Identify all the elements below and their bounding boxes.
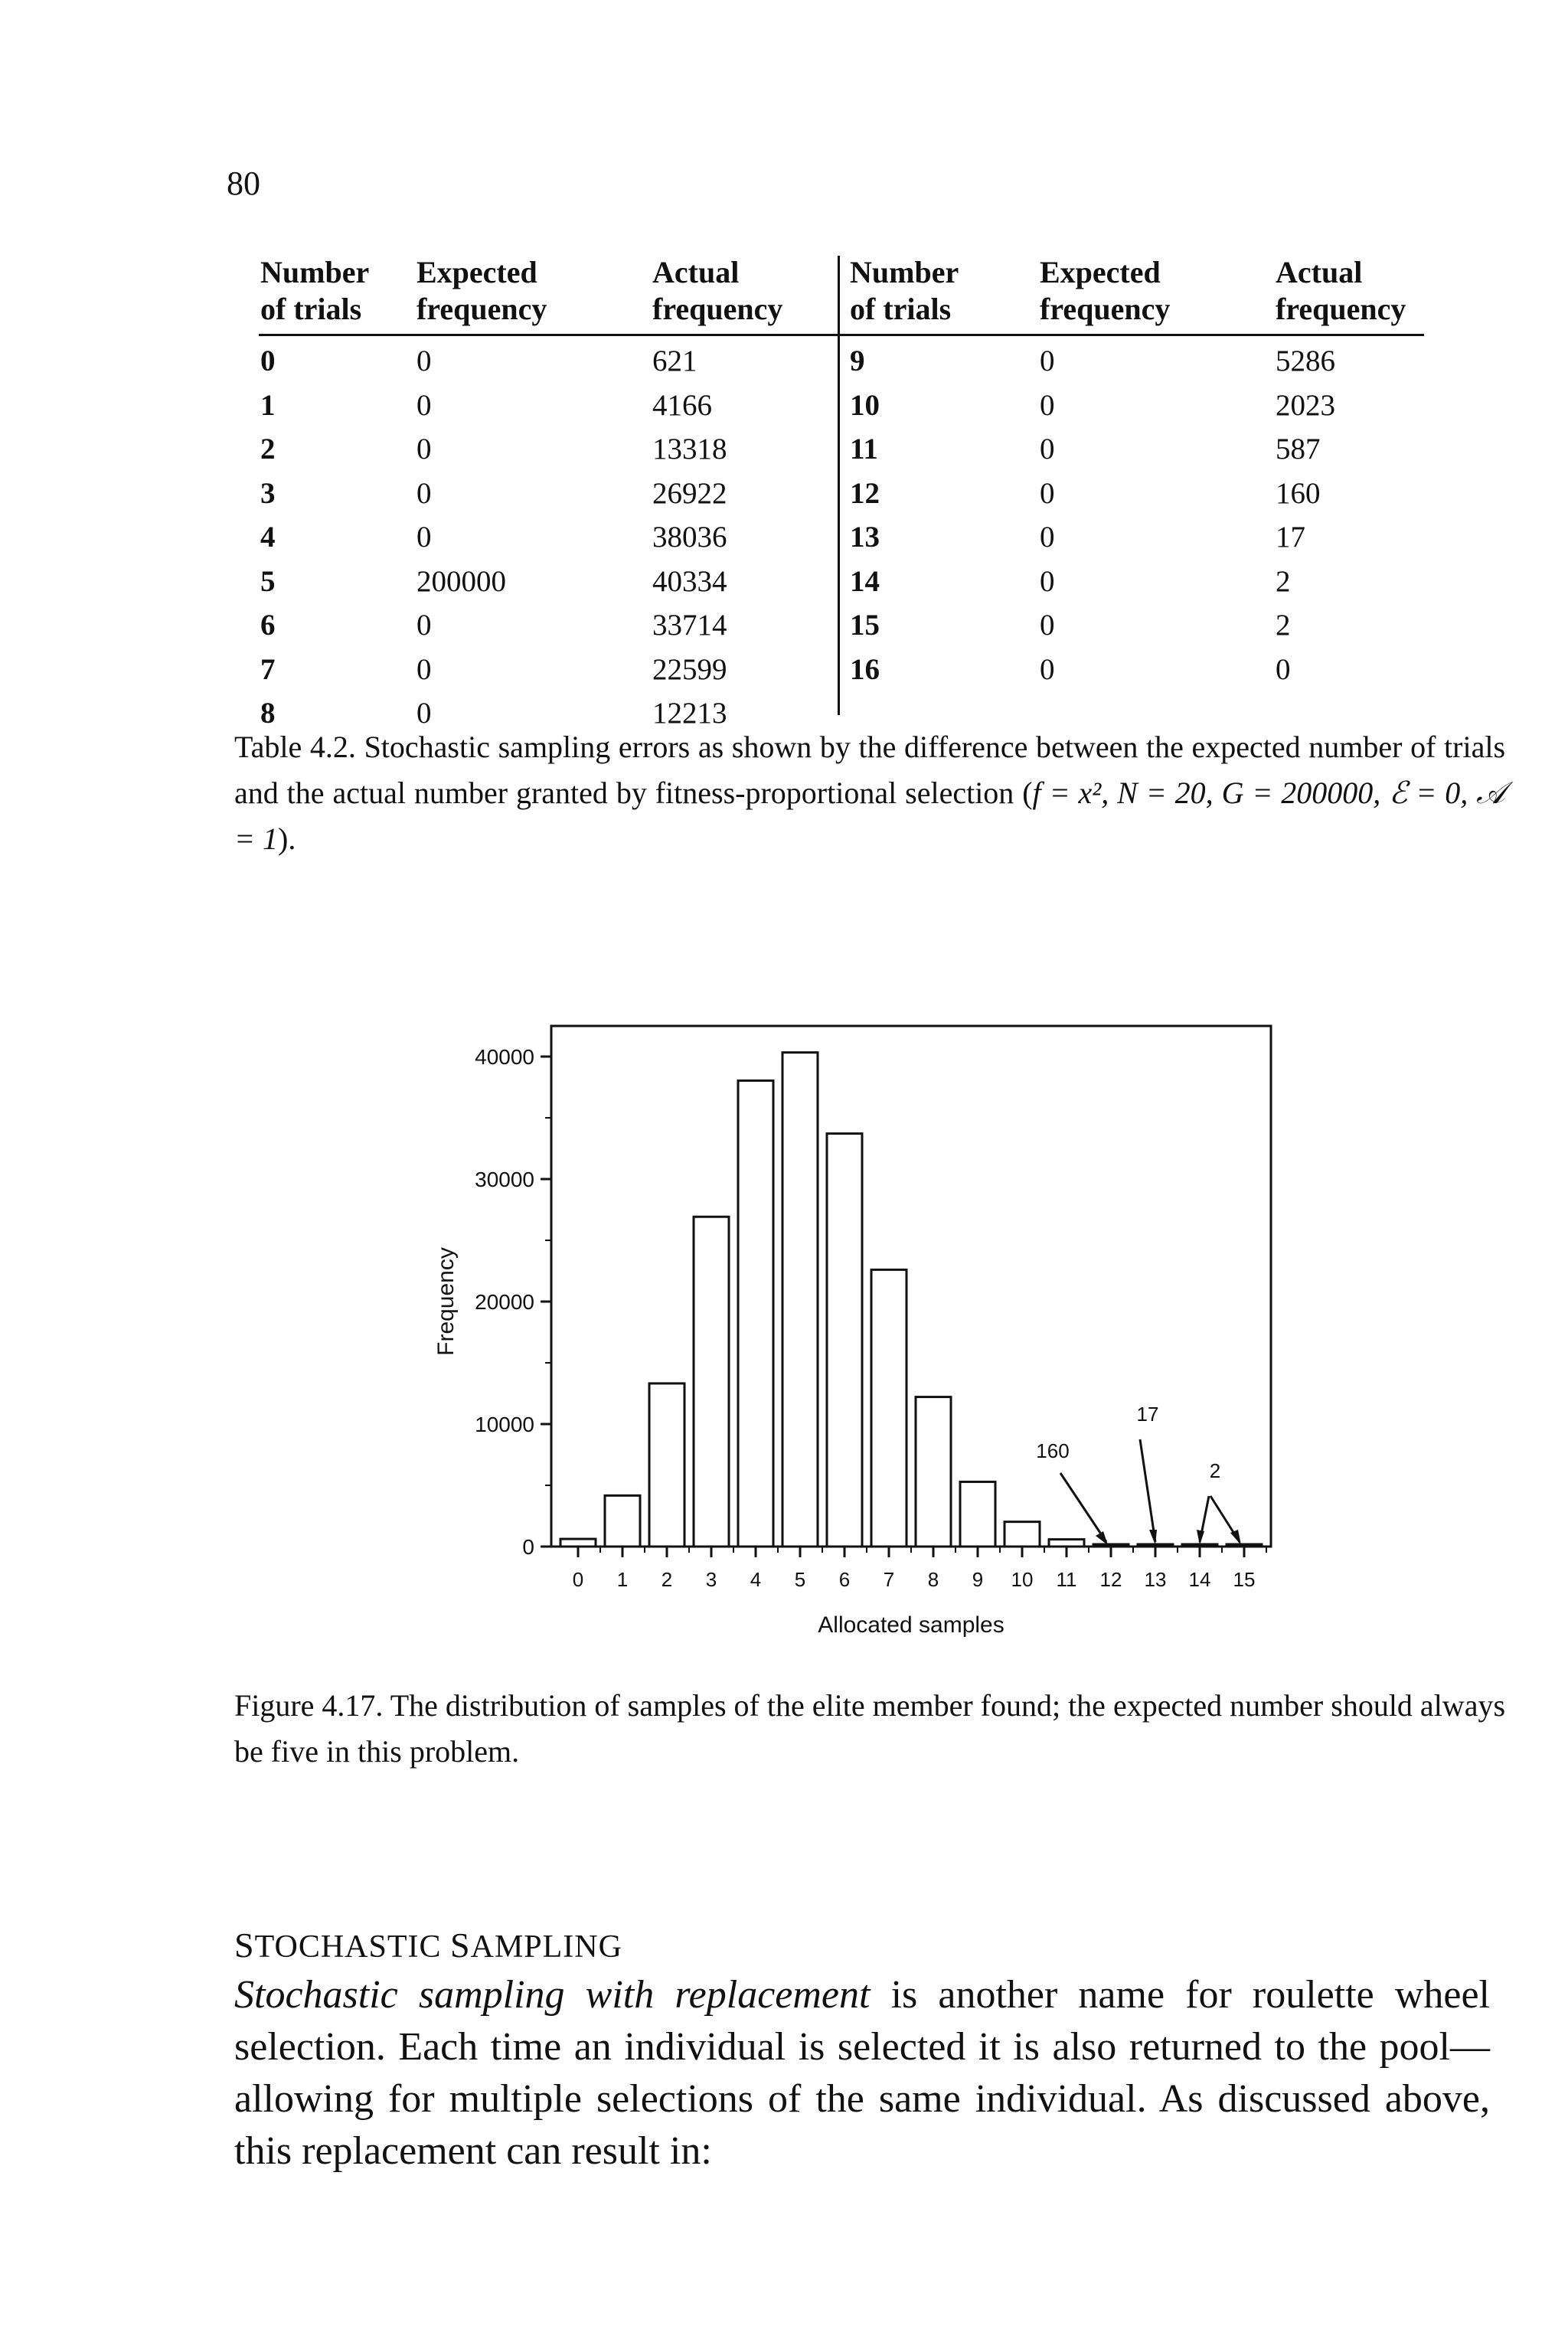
table-caption-formula: f = x², N = 20, G = 200000, ℰ = 0, 𝒜 = 1 bbox=[234, 776, 1505, 856]
trial-count-cell: 2 bbox=[260, 433, 276, 466]
y-tick-label: 10000 bbox=[475, 1413, 534, 1436]
actual-frequency-cell: 13318 bbox=[652, 433, 727, 466]
figure-caption-label: Figure 4.17. bbox=[234, 1688, 384, 1723]
expected-frequency-cell: 200000 bbox=[416, 564, 506, 598]
bar-0 bbox=[560, 1539, 596, 1547]
header-rule bbox=[259, 334, 1424, 336]
paragraph-text: is another name for roulette wheel selection. Each time an individual is selected it is also returned to the pool—allowing for multiple selections of the same individual. As discussed above, this replacement can result in: bbox=[234, 1973, 1491, 2173]
bar-5 bbox=[782, 1053, 818, 1547]
column-header: Actual bbox=[1276, 255, 1363, 289]
annotation-arrow bbox=[1140, 1439, 1155, 1542]
section-heading-part-1: TOCHASTIC bbox=[254, 1929, 451, 1965]
arrow-head bbox=[1096, 1531, 1108, 1545]
x-tick-label: 11 bbox=[1056, 1568, 1077, 1591]
annotation-arrow bbox=[1060, 1473, 1106, 1542]
table-caption-label: Table 4.2. bbox=[234, 730, 356, 764]
trial-count-cell: 3 bbox=[260, 476, 276, 510]
actual-frequency-cell: 621 bbox=[652, 345, 697, 377]
column-header: frequency bbox=[1276, 292, 1406, 326]
arrow-head bbox=[1197, 1530, 1204, 1545]
column-divider bbox=[838, 256, 840, 715]
trial-count-cell: 10 bbox=[850, 388, 880, 422]
actual-frequency-cell: 4166 bbox=[652, 388, 712, 422]
bar-2 bbox=[649, 1383, 684, 1547]
trial-count-cell: 15 bbox=[850, 609, 880, 642]
expected-frequency-cell: 0 bbox=[1040, 652, 1055, 686]
x-axis-label: Allocated samples bbox=[818, 1612, 1004, 1638]
actual-frequency-cell: 33714 bbox=[652, 609, 727, 642]
actual-frequency-cell: 0 bbox=[1276, 652, 1291, 686]
x-tick-label: 5 bbox=[794, 1568, 806, 1591]
column-header: Expected bbox=[1040, 255, 1161, 289]
column-header: Expected bbox=[416, 255, 537, 289]
trial-count-cell: 7 bbox=[260, 652, 276, 686]
bar-1 bbox=[605, 1495, 640, 1547]
x-tick-label: 6 bbox=[838, 1568, 851, 1591]
trial-count-cell: 1 bbox=[260, 388, 276, 422]
table-caption bbox=[234, 724, 1505, 862]
page-number: 80 bbox=[227, 165, 260, 202]
x-tick-label: 9 bbox=[972, 1568, 984, 1591]
trial-count-cell: 11 bbox=[850, 433, 878, 466]
column-header: frequency bbox=[1040, 292, 1171, 326]
column-header: frequency bbox=[652, 292, 783, 326]
column-header: of trials bbox=[850, 292, 952, 326]
annotation-label: 2 bbox=[1209, 1459, 1221, 1482]
x-tick-label: 2 bbox=[661, 1568, 673, 1591]
trial-count-cell: 13 bbox=[850, 521, 880, 554]
actual-frequency-cell: 2 bbox=[1276, 564, 1291, 598]
column-header: frequency bbox=[416, 292, 547, 326]
x-tick-label: 8 bbox=[927, 1568, 939, 1591]
bar-6 bbox=[827, 1134, 862, 1547]
x-tick-label: 15 bbox=[1233, 1568, 1256, 1591]
trial-count-cell: 6 bbox=[260, 609, 276, 642]
actual-frequency-cell: 26922 bbox=[652, 476, 727, 510]
y-tick-label: 40000 bbox=[475, 1045, 534, 1069]
trial-count-cell: 14 bbox=[850, 564, 880, 598]
y-tick-label: 0 bbox=[522, 1535, 534, 1559]
expected-frequency-cell: 0 bbox=[416, 433, 432, 466]
chart-svg bbox=[413, 995, 1332, 1646]
trial-count-cell: 9 bbox=[850, 345, 865, 377]
section-heading-initial-1: S bbox=[234, 1926, 255, 1965]
trial-count-cell: 8 bbox=[260, 697, 276, 730]
table-caption-text: Stochastic sampling errors as shown by the difference between the expected number of trials and the actual number granted by fitness-proportional selection ( bbox=[234, 730, 1506, 810]
y-tick-label: 20000 bbox=[475, 1290, 534, 1314]
column-header: Actual bbox=[652, 255, 740, 289]
bar-8 bbox=[916, 1397, 951, 1547]
x-tick-label: 0 bbox=[572, 1568, 584, 1591]
expected-frequency-cell: 0 bbox=[1040, 476, 1055, 510]
arrow-head bbox=[1149, 1530, 1157, 1545]
y-axis-label: Frequency bbox=[433, 1247, 459, 1356]
x-tick-label: 7 bbox=[883, 1568, 895, 1591]
actual-frequency-cell: 38036 bbox=[652, 521, 727, 554]
trial-count-cell: 4 bbox=[260, 521, 276, 554]
bar-3 bbox=[694, 1217, 729, 1547]
expected-frequency-cell: 0 bbox=[416, 521, 432, 554]
expected-frequency-cell: 0 bbox=[1040, 609, 1055, 642]
bar-12 bbox=[1093, 1544, 1129, 1547]
expected-frequency-cell: 0 bbox=[416, 652, 432, 686]
x-tick-label: 4 bbox=[750, 1568, 762, 1591]
actual-frequency-cell: 40334 bbox=[652, 564, 727, 598]
x-tick-label: 13 bbox=[1144, 1568, 1167, 1591]
expected-frequency-cell: 0 bbox=[416, 476, 432, 510]
actual-frequency-cell: 160 bbox=[1276, 476, 1321, 510]
trial-count-cell: 16 bbox=[850, 652, 880, 686]
column-header: of trials bbox=[260, 292, 362, 326]
expected-frequency-cell: 0 bbox=[1040, 388, 1055, 422]
y-tick-label: 30000 bbox=[475, 1168, 534, 1191]
expected-frequency-cell: 0 bbox=[1040, 433, 1055, 466]
column-header: Number bbox=[260, 255, 370, 289]
actual-frequency-cell: 12213 bbox=[652, 697, 727, 730]
actual-frequency-cell: 2023 bbox=[1276, 388, 1335, 422]
frequency-bar-chart bbox=[413, 995, 1332, 1646]
x-tick-label: 1 bbox=[616, 1568, 629, 1591]
bar-4 bbox=[738, 1080, 773, 1547]
figure-caption-text: The distribution of samples of the elite member found; the expected number should always be five in this problem. bbox=[234, 1688, 1506, 1769]
actual-frequency-cell: 2 bbox=[1276, 609, 1291, 642]
actual-frequency-cell: 5286 bbox=[1276, 345, 1335, 377]
bar-15 bbox=[1227, 1544, 1262, 1547]
italic-term: Stochastic sampling with replacement bbox=[234, 1973, 871, 2017]
x-tick-label: 10 bbox=[1011, 1568, 1034, 1591]
trial-count-cell: 0 bbox=[260, 345, 276, 377]
section-paragraph bbox=[234, 1969, 1490, 2177]
trial-count-cell: 5 bbox=[260, 564, 276, 598]
table-caption-close: ). bbox=[278, 822, 296, 856]
sampling-table bbox=[260, 257, 1424, 732]
figure-caption bbox=[234, 1683, 1505, 1775]
annotation-label: 160 bbox=[1036, 1439, 1070, 1462]
bar-11 bbox=[1049, 1540, 1084, 1547]
bar-9 bbox=[960, 1481, 995, 1547]
section-heading-initial-2: S bbox=[450, 1926, 471, 1965]
section-heading-part-2: AMPLING bbox=[470, 1929, 622, 1965]
expected-frequency-cell: 0 bbox=[1040, 564, 1055, 598]
expected-frequency-cell: 0 bbox=[416, 697, 432, 730]
x-tick-label: 3 bbox=[705, 1568, 717, 1591]
actual-frequency-cell: 587 bbox=[1276, 433, 1321, 466]
actual-frequency-cell: 22599 bbox=[652, 652, 727, 686]
bar-7 bbox=[871, 1269, 906, 1547]
section-heading bbox=[234, 1925, 622, 1965]
column-header: Number bbox=[850, 255, 959, 289]
expected-frequency-cell: 0 bbox=[416, 345, 432, 377]
expected-frequency-cell: 0 bbox=[1040, 521, 1055, 554]
expected-frequency-cell: 0 bbox=[416, 388, 432, 422]
annotation-label: 17 bbox=[1136, 1403, 1159, 1426]
expected-frequency-cell: 0 bbox=[416, 609, 432, 642]
expected-frequency-cell: 0 bbox=[1040, 345, 1055, 377]
actual-frequency-cell: 17 bbox=[1276, 521, 1305, 554]
bar-10 bbox=[1004, 1522, 1040, 1547]
x-tick-label: 14 bbox=[1188, 1568, 1211, 1591]
trial-count-cell: 12 bbox=[850, 476, 880, 510]
x-tick-label: 12 bbox=[1099, 1568, 1122, 1591]
